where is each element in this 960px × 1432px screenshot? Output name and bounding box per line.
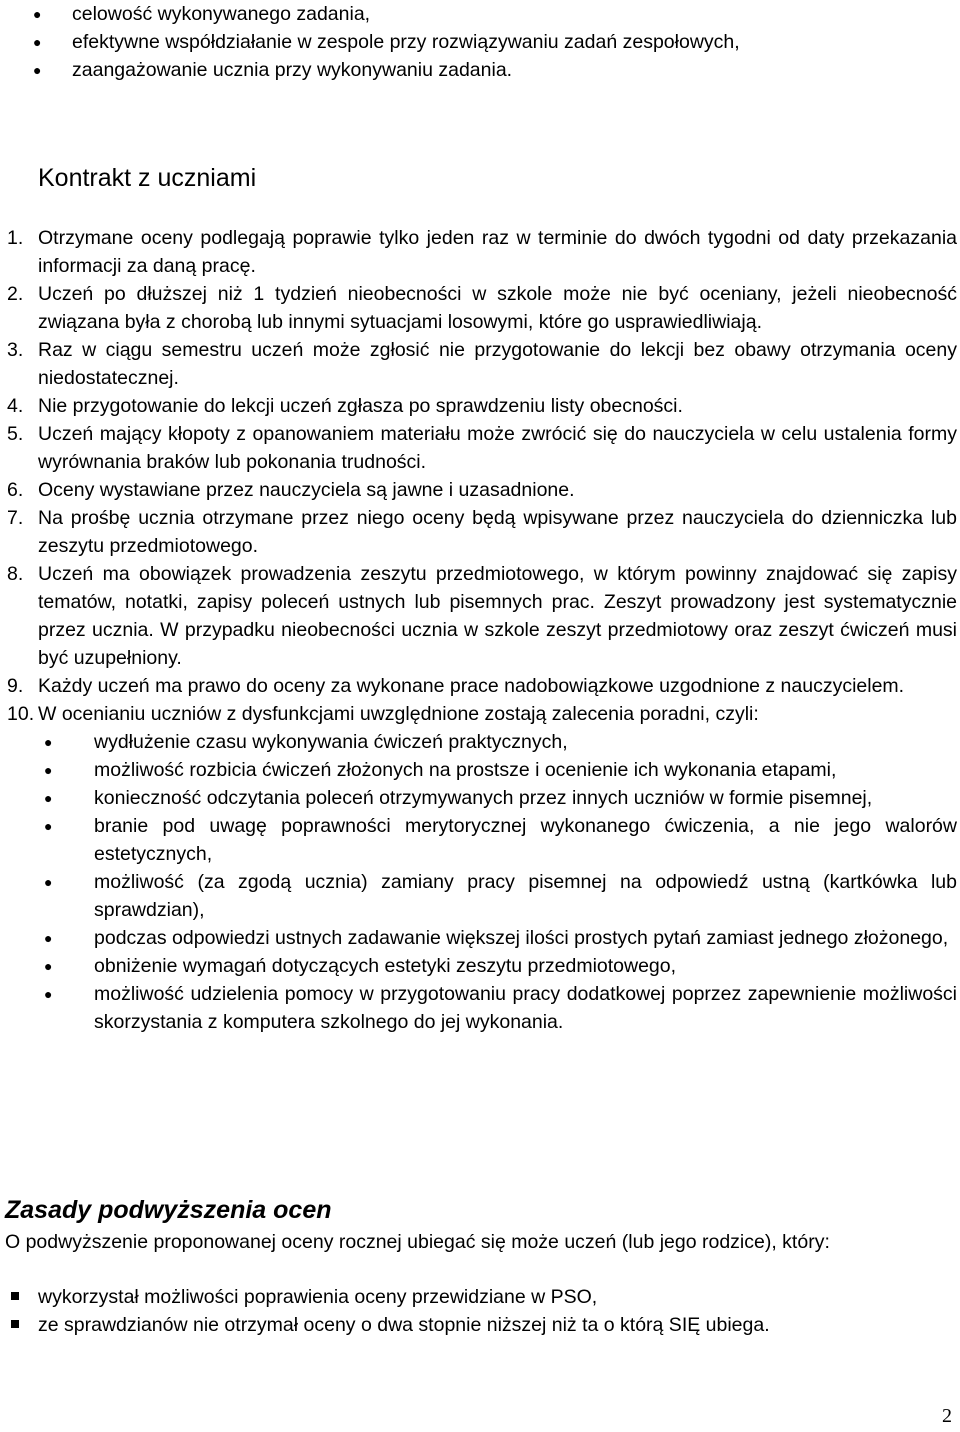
bullet-icon: ● [44,734,53,750]
list-item: ● branie pod uwagę poprawności merytorycznej wykonanego ćwiczenia, a nie jego walorów estetycznych, [56,812,957,868]
bullet-icon: ● [33,34,42,50]
bullet-icon: ● [33,6,42,22]
bullet-icon: ● [44,958,53,974]
square-bullet-icon [11,1320,19,1328]
contract-item: 4. Nie przygotowanie do lekcji uczeń zgłasza po sprawdzeniu listy obecności. [7,395,683,417]
list-item: ● obniżenie wymagań dotyczących estetyki zeszytu przedmiotowego, [56,952,957,980]
dysfunction-recommendations-list [44,728,957,1036]
contract-item: 3. Raz w ciągu semestru uczeń może zgłosić nie przygotowanie do lekcji bez obawy otrzymania oceny niedostatecznej. [7,339,957,389]
contract-item: 8. Uczeń ma obowiązek prowadzenia zeszytu przedmiotowego, w którym powinny znajdować się zapisy tematów, notatki, zapisy poleceń ustnych lub pisemnych prac. Zeszyt prowadzony jest systematycznie przez ucznia. W przypadku nieobecności ucznia w szkole zeszyt przedmiotowy oraz zeszyt ćwiczeń musi być uzupełniony. [7,563,957,669]
list-item: ● konieczność odczytania poleceń otrzymywanych przez innych uczniów w formie pisemnej, [56,784,957,812]
bullet-icon: ● [44,930,53,946]
rules-list [0,1283,960,1339]
square-bullet-icon [11,1292,19,1300]
contract-item: 6. Oceny wystawiane przez nauczyciela są jawne i uzasadnione. [7,479,575,501]
rules-intro: O podwyższenie proponowanej oceny rocznej ubiegać się może uczeń (lub jego rodzice), który: [5,1231,830,1253]
rules-heading: Zasady podwyższenia ocen [5,1196,332,1224]
contract-item: 1. Otrzymane oceny podlegają poprawie tylko jeden raz w terminie do dwóch tygodni od daty przekazania informacji za daną pracę. [7,227,957,277]
contract-list [0,224,957,1036]
list-item: ● efektywne współdziałanie w zespole przy rozwiązywaniu zadań zespołowych, [0,28,960,56]
contract-heading: Kontrakt z uczniami [38,164,257,192]
contract-item: 9. Każdy uczeń ma prawo do oceny za wykonane prace nadobowiązkowe uzgodnione z nauczycielem. [7,675,905,697]
bullet-icon: ● [44,818,53,834]
bullet-icon: ● [44,986,53,1002]
list-item: ● celowość wykonywanego zadania, [0,0,960,28]
contract-item: 5. Uczeń mający kłopoty z opanowaniem materiału może zwrócić się do nauczyciela w celu ustalenia formy wyrównania braków lub pokonania trudności. [7,423,957,473]
list-item: ● wydłużenie czasu wykonywania ćwiczeń praktycznych, [56,728,957,756]
bullet-icon: ● [44,790,53,806]
bullet-icon: ● [33,62,42,78]
contract-item: 7. Na prośbę ucznia otrzymane przez niego oceny będą wpisywane przez nauczyciela do dzienniczka lub zeszytu przedmiotowego. [7,507,957,557]
list-item: ● możliwość udzielenia pomocy w przygotowaniu pracy dodatkowej poprzez zapewnienie możliwości skorzystania z komputera szkolnego do jej wykonania. [56,980,957,1036]
contract-item: 2. Uczeń po dłuższej niż 1 tydzień nieobecności w szkole może nie być oceniany, jeżeli nieobecność związana była z chorobą lub innymi sytuacjami losowymi, które go usprawiedliwiają. [7,283,957,333]
bullet-icon: ● [44,874,53,890]
criteria-list [0,0,960,84]
bullet-icon: ● [44,762,53,778]
list-item: ● możliwość rozbicia ćwiczeń złożonych na prostsze i ocenienie ich wykonania etapami, [56,756,957,784]
list-item: ● możliwość (za zgodą ucznia) zamiany pracy pisemnej na odpowiedź ustną (kartkówka lub sprawdzian), [56,868,957,924]
list-item: wykorzystał możliwości poprawienia oceny przewidziane w PSO, [0,1283,960,1311]
contract-item: 10. W ocenianiu uczniów z dysfunkcjami uwzględnione zostają zalecenia poradni, czyli: ● wydłużenie czasu wykonywania ćwiczeń praktycznych, ● możliwość rozbicia ćwiczeń złożonych na prostsze i ocenienie ich wykonania etapami, ● konieczność odczytania poleceń otrzymywanych przez innych uczniów w formie pisemnej, ● branie pod uwagę poprawności merytorycznej wykonanego ćwiczenia, a nie jego walorów estetycznych, ● możliwość (za zgodą ucznia) zamiany pracy pisemnej na odpowiedź ustną (kartkówka lub sprawdzian), ● podczas odpowiedzi ustnych zadawanie większej ilości prostych pytań zamiast jednego złożonego, ● obniżenie wymagań dotyczących estetyki zeszytu przedmiotowego, ● możliwość udzielenia pomocy w przygotowaniu pracy dodatkowej poprzez zapewnienie możliwości skorzystania z komputera szkolnego do jej wykonania. [0,700,957,1036]
page-number: 2 [942,1405,952,1427]
list-item: ze sprawdzianów nie otrzymał oceny o dwa stopnie niższej niż ta o którą SIĘ ubiega. [0,1311,960,1339]
list-item: ● podczas odpowiedzi ustnych zadawanie większej ilości prostych pytań zamiast jednego złożonego, [56,924,957,952]
list-item: ● zaangażowanie ucznia przy wykonywaniu zadania. [0,56,960,84]
